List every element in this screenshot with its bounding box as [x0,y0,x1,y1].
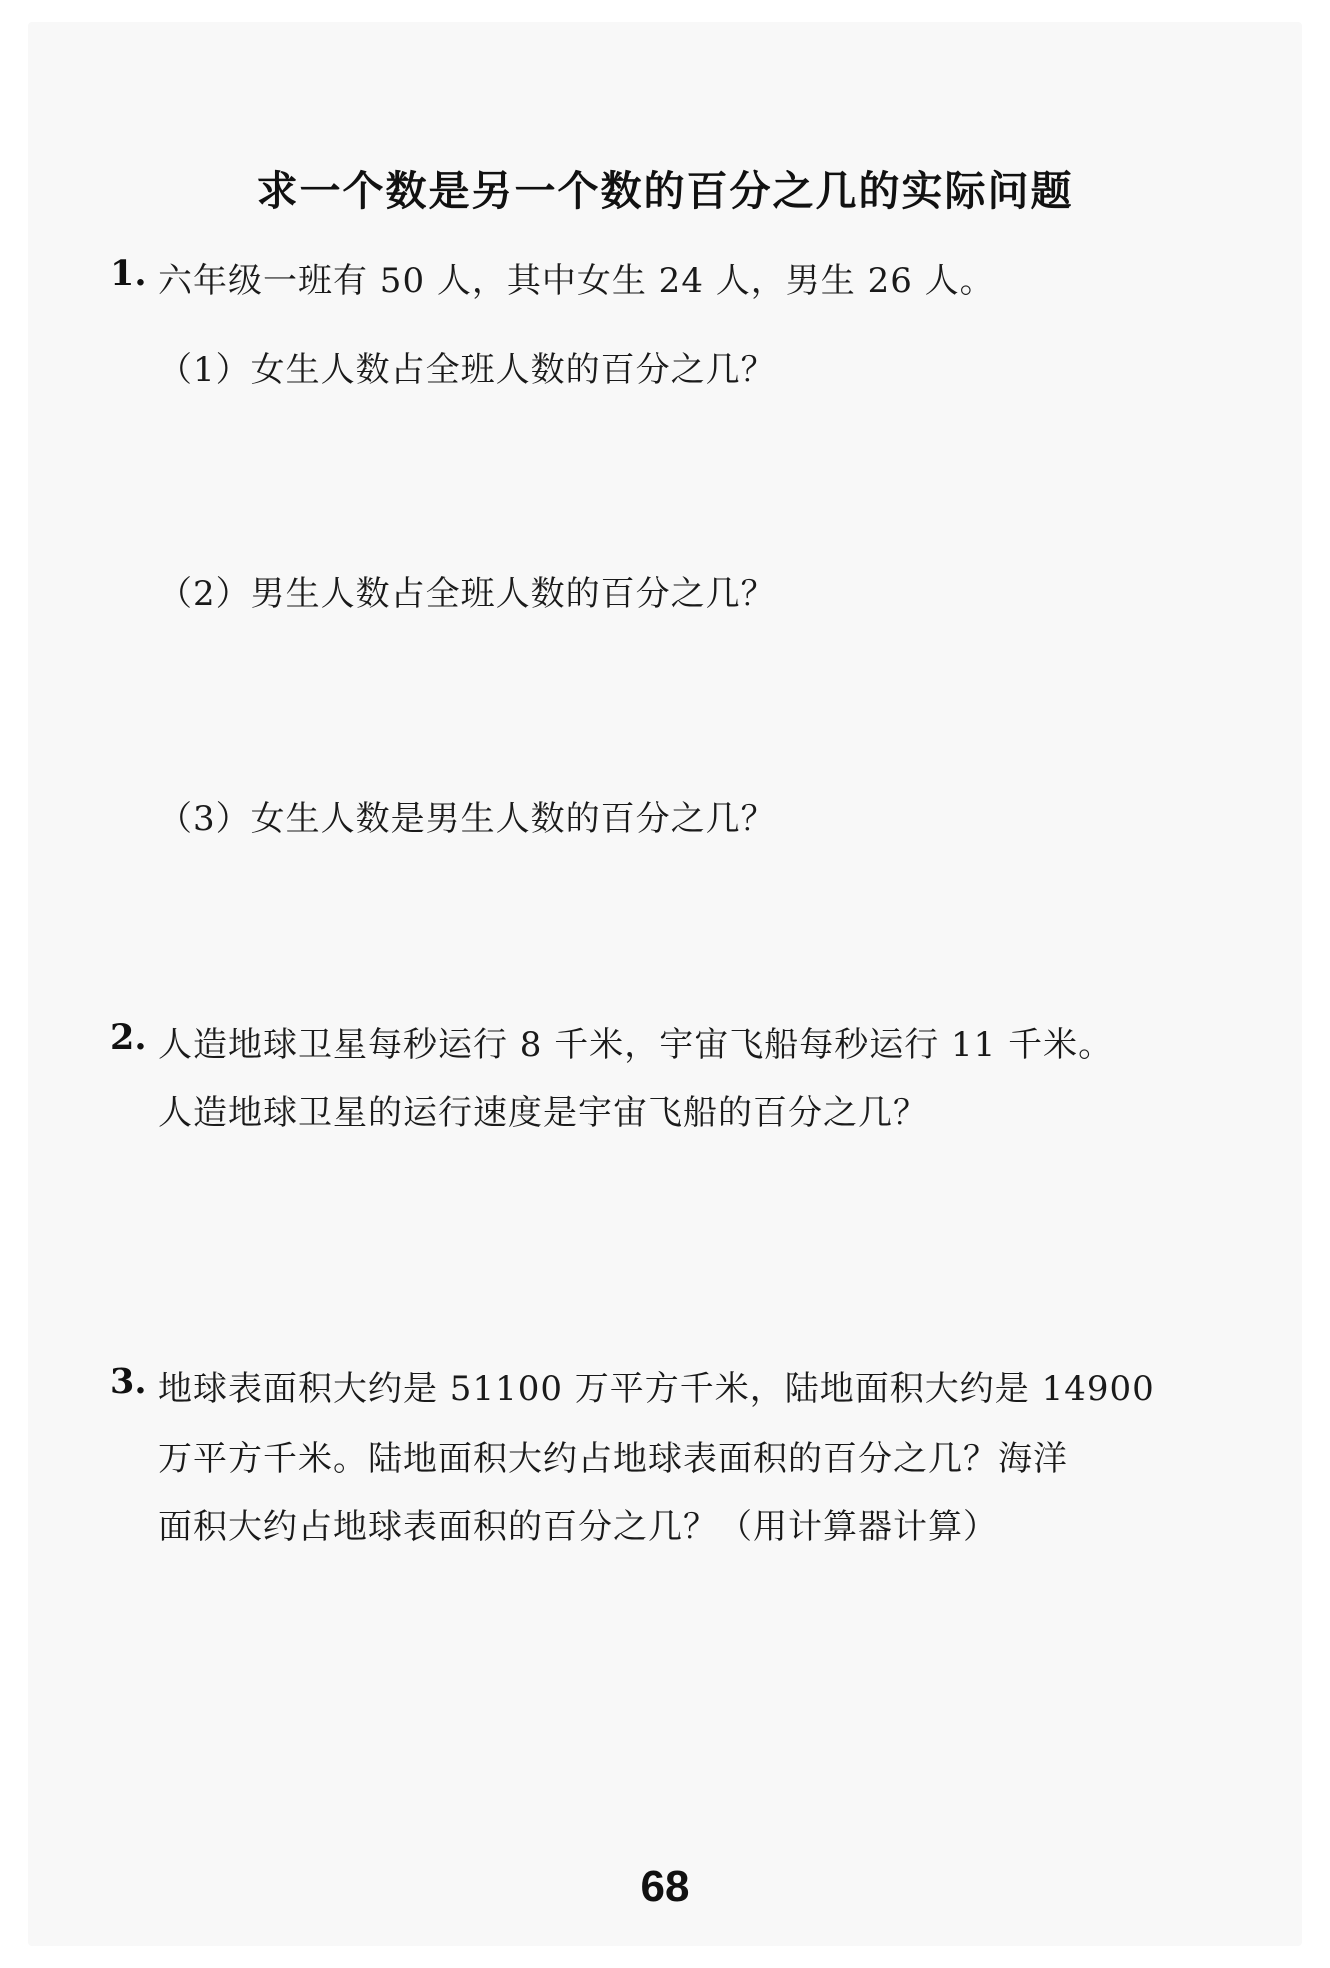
question-2-number: 2. [110,1017,147,1058]
question-2-line-1: 人造地球卫星每秒运行 8 千米，宇宙飞船每秒运行 11 千米。 [158,1025,1114,1065]
worksheet-page [28,22,1302,1946]
question-1-line-1: 六年级一班有 50 人，其中女生 24 人，男生 26 人。 [158,261,995,301]
page-title: 求一个数是另一个数的百分之几的实际问题 [256,167,1074,215]
question-1-sub-3: （3）女生人数是男生人数的百分之几？ [158,799,776,839]
question-3-line-3: 面积大约占地球表面积的百分之几？（用计算器计算） [158,1507,998,1547]
question-1-sub-1: （1）女生人数占全班人数的百分之几？ [158,350,776,390]
question-1-number: 1. [110,253,147,294]
page-number: 68 [640,1862,690,1911]
question-1-sub-2: （2）男生人数占全班人数的百分之几？ [158,574,776,614]
question-3-number: 3. [110,1361,147,1402]
question-3-line-1: 地球表面积大约是 51100 万平方千米，陆地面积大约是 14900 [158,1369,1155,1409]
question-2-line-2: 人造地球卫星的运行速度是宇宙飞船的百分之几？ [158,1093,928,1133]
question-3-line-2: 万平方千米。陆地面积大约占地球表面积的百分之几？海洋 [158,1439,1068,1479]
